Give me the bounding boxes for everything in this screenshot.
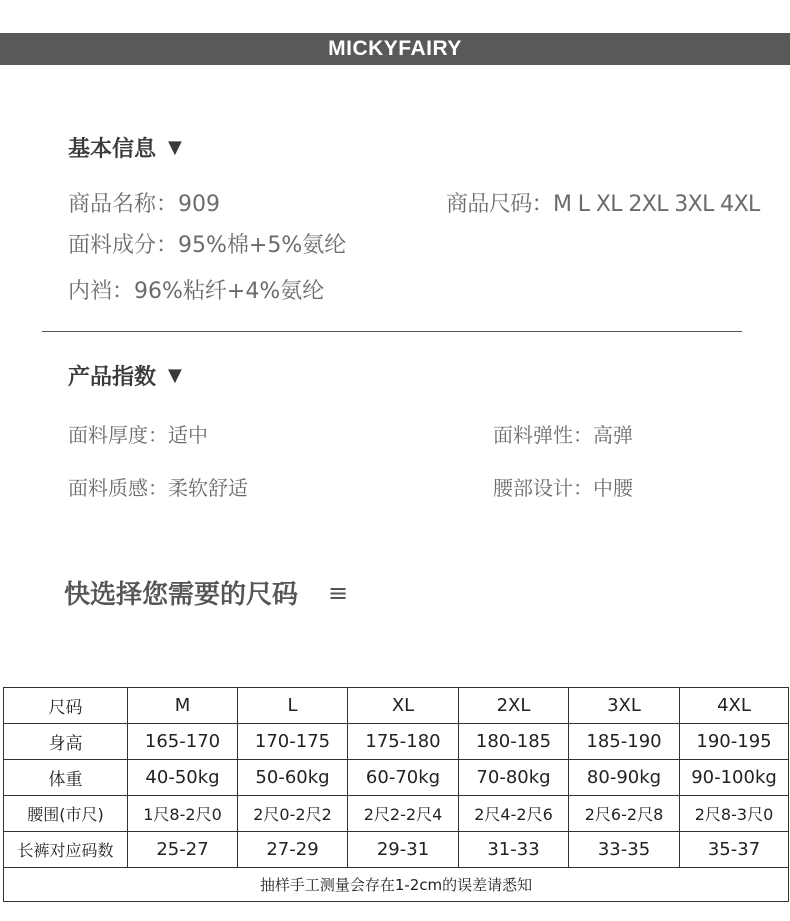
table-row xyxy=(4,724,789,760)
table-cell: 70-80kg xyxy=(459,760,569,796)
table-row-label: 体重 xyxy=(4,760,128,796)
table-header-cell: XL xyxy=(348,688,459,724)
table-cell: 50-60kg xyxy=(238,760,348,796)
waist-design: 腰部设计：中腰 xyxy=(493,476,633,500)
product-size: 商品尺码：M L XL 2XL 3XL 4XL xyxy=(446,192,760,217)
table-cell: 29-31 xyxy=(348,832,459,868)
table-cell: 40-50kg xyxy=(128,760,238,796)
table-header-cell: M xyxy=(128,688,238,724)
table-cell: 175-180 xyxy=(348,724,459,760)
table-cell: 33-35 xyxy=(569,832,680,868)
table-cell: 60-70kg xyxy=(348,760,459,796)
table-note-row xyxy=(4,868,789,902)
table-row xyxy=(4,832,789,868)
table-cell: 31-33 xyxy=(459,832,569,868)
product-name: 商品名称：909 xyxy=(68,192,220,217)
table-header-row xyxy=(4,688,789,724)
table-cell: 35-37 xyxy=(680,832,789,868)
table-cell: 185-190 xyxy=(569,724,680,760)
basic-info-title: 基本信息 xyxy=(68,137,157,162)
table-row-label: 身高 xyxy=(4,724,128,760)
table-cell: 80-90kg xyxy=(569,760,680,796)
table-cell: 1尺8-2尺0 xyxy=(128,796,238,832)
table-row xyxy=(4,796,789,832)
table-header-cell: 2XL xyxy=(459,688,569,724)
size-heading-text: 快选择您需要的尺码 xyxy=(64,580,299,610)
table-header-cell: 4XL xyxy=(680,688,789,724)
table-cell: 180-185 xyxy=(459,724,569,760)
table-cell: 190-195 xyxy=(680,724,789,760)
table-row-label: 腰围(市尺) xyxy=(4,796,128,832)
table-cell: 90-100kg xyxy=(680,760,789,796)
product-index-title: 产品指数 xyxy=(68,365,157,390)
table-header-cell: 尺码 xyxy=(4,688,128,724)
table-header-cell: L xyxy=(238,688,348,724)
fabric-thickness: 面料厚度：适中 xyxy=(68,423,208,447)
fabric-composition: 面料成分：95%棉+5%氨纶 xyxy=(68,233,347,258)
size-selection-heading xyxy=(64,574,348,611)
table-row-label: 长裤对应码数 xyxy=(4,832,128,868)
section-divider xyxy=(42,331,742,332)
table-cell: 170-175 xyxy=(238,724,348,760)
table-row xyxy=(4,760,789,796)
fabric-texture: 面料质感：柔软舒适 xyxy=(68,476,248,500)
table-cell: 2尺0-2尺2 xyxy=(238,796,348,832)
triangle-down-icon: ▼ xyxy=(168,137,182,158)
table-cell: 2尺4-2尺6 xyxy=(459,796,569,832)
table-cell: 165-170 xyxy=(128,724,238,760)
table-cell: 2尺6-2尺8 xyxy=(569,796,680,832)
table-cell: 2尺2-2尺4 xyxy=(348,796,459,832)
brand-banner xyxy=(0,33,790,65)
table-cell: 27-29 xyxy=(238,832,348,868)
menu-lines-icon: ≡ xyxy=(328,578,349,607)
table-cell: 25-27 xyxy=(128,832,238,868)
table-cell: 2尺8-3尺0 xyxy=(680,796,789,832)
brand-name: MICKYFAIRY xyxy=(328,37,462,60)
table-header-cell: 3XL xyxy=(569,688,680,724)
product-index-heading xyxy=(68,360,182,391)
fabric-elasticity: 面料弹性：高弹 xyxy=(493,423,633,447)
measurement-note: 抽样手工测量会存在1-2cm的误差请悉知 xyxy=(4,868,789,902)
basic-info-heading xyxy=(68,132,182,163)
size-chart-table xyxy=(3,687,789,902)
triangle-down-icon: ▼ xyxy=(168,365,182,386)
lining-composition: 内裆：96%粘纤+4%氨纶 xyxy=(68,279,325,304)
